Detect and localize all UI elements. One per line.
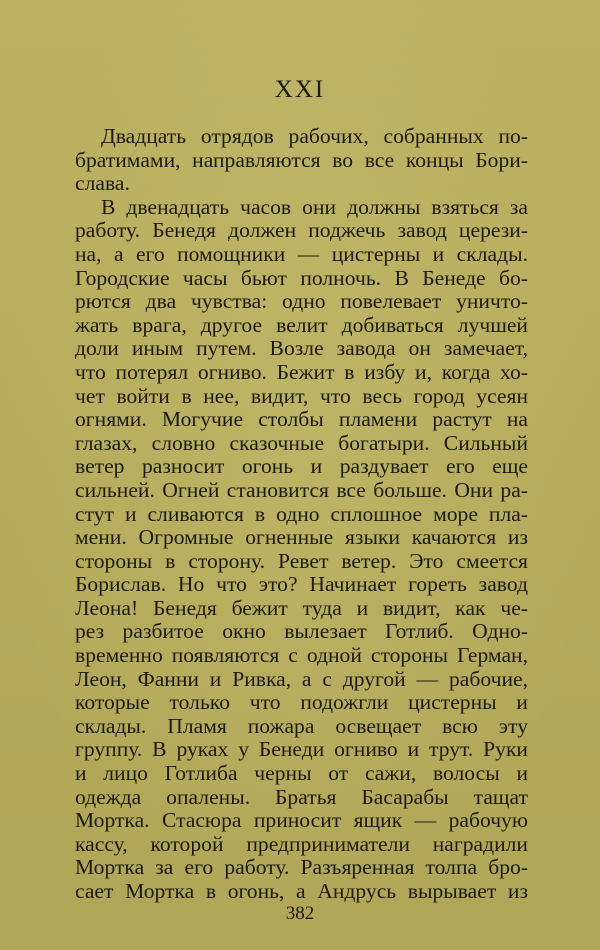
text-line: Борислав. Но что это? Начинает гореть завод xyxy=(75,572,528,597)
text-line: братимами, направляются во все концы Бори- xyxy=(75,147,528,172)
text-line: жать врага, другое велит добиваться лучшей xyxy=(75,312,528,337)
text-line: Городские часы бьют полночь. В Бенеде бо- xyxy=(75,265,528,290)
text-line: В двенадцать часов они должны взяться за xyxy=(101,194,528,219)
text-line: мени. Огромные огненные языки качаются из xyxy=(75,525,528,550)
text-line: ветер разносит огонь и раздувает его еще xyxy=(75,454,528,479)
text-line: и лицо Готлиба черны от сажи, волосы и xyxy=(75,761,528,786)
text-line: работу. Бенедя должен поджечь завод церези- xyxy=(75,218,528,243)
text-line: Леона! Бенедя бежит туда и видит, как че- xyxy=(75,595,528,620)
text-line: группу. В руках у Бенеди огниво и трут. Руки xyxy=(75,737,528,762)
text-line: временно появляются с одной стороны Герман, xyxy=(75,643,528,668)
text-line: Леон, Фанни и Ривка, а с другой — рабочие, xyxy=(75,666,528,691)
text-line: доли иным путем. Возле завода он замечает, xyxy=(75,336,528,361)
text-line: Мортка. Стасюра приносит ящик — рабочую xyxy=(75,808,528,833)
text-line: кассу, которой предприниматели наградили xyxy=(75,831,528,856)
text-line: слава. xyxy=(75,171,130,196)
text-line: чет войти в нее, видит, что весь город усеян xyxy=(75,383,528,408)
body-text xyxy=(75,125,528,904)
page-number: 382 xyxy=(285,903,315,924)
chapter-heading: XXI xyxy=(274,76,326,103)
text-line: глазах, словно сказочные богатыри. Сильный xyxy=(75,430,528,455)
paragraph xyxy=(75,196,528,904)
text-line: что потерял огниво. Бежит в избу и, когда хо- xyxy=(75,359,528,384)
text-line: рются два чувства: одно повелевает уничто- xyxy=(75,289,528,314)
text-line: на, а его помощники — цистерны и склады. xyxy=(75,241,528,266)
text-line: огнями. Могучие столбы пламени растут на xyxy=(75,407,528,432)
text-line: склады. Пламя пожара освещает всю эту xyxy=(75,713,528,738)
text-line: сильней. Огней становится все больше. Они ра- xyxy=(75,477,528,502)
text-line: Мортка за его работу. Разъяренная толпа бро- xyxy=(75,855,528,880)
text-line: стут и сливаются в одно сплошное море пла- xyxy=(75,501,528,526)
paragraph xyxy=(75,125,528,196)
text-line: стороны в сторону. Ревет ветер. Это смеется xyxy=(75,548,528,573)
text-line: сает Мортка в огонь, а Андрусь вырывает из xyxy=(75,879,528,903)
text-line: одежда опалены. Братья Басарабы тащат xyxy=(75,784,528,809)
text-line: Двадцать отрядов рабочих, собранных по- xyxy=(101,124,528,148)
text-line: которые только что подожгли цистерны и xyxy=(75,690,528,715)
text-line: рез разбитое окно вылезает Готлиб. Одно- xyxy=(75,619,528,644)
